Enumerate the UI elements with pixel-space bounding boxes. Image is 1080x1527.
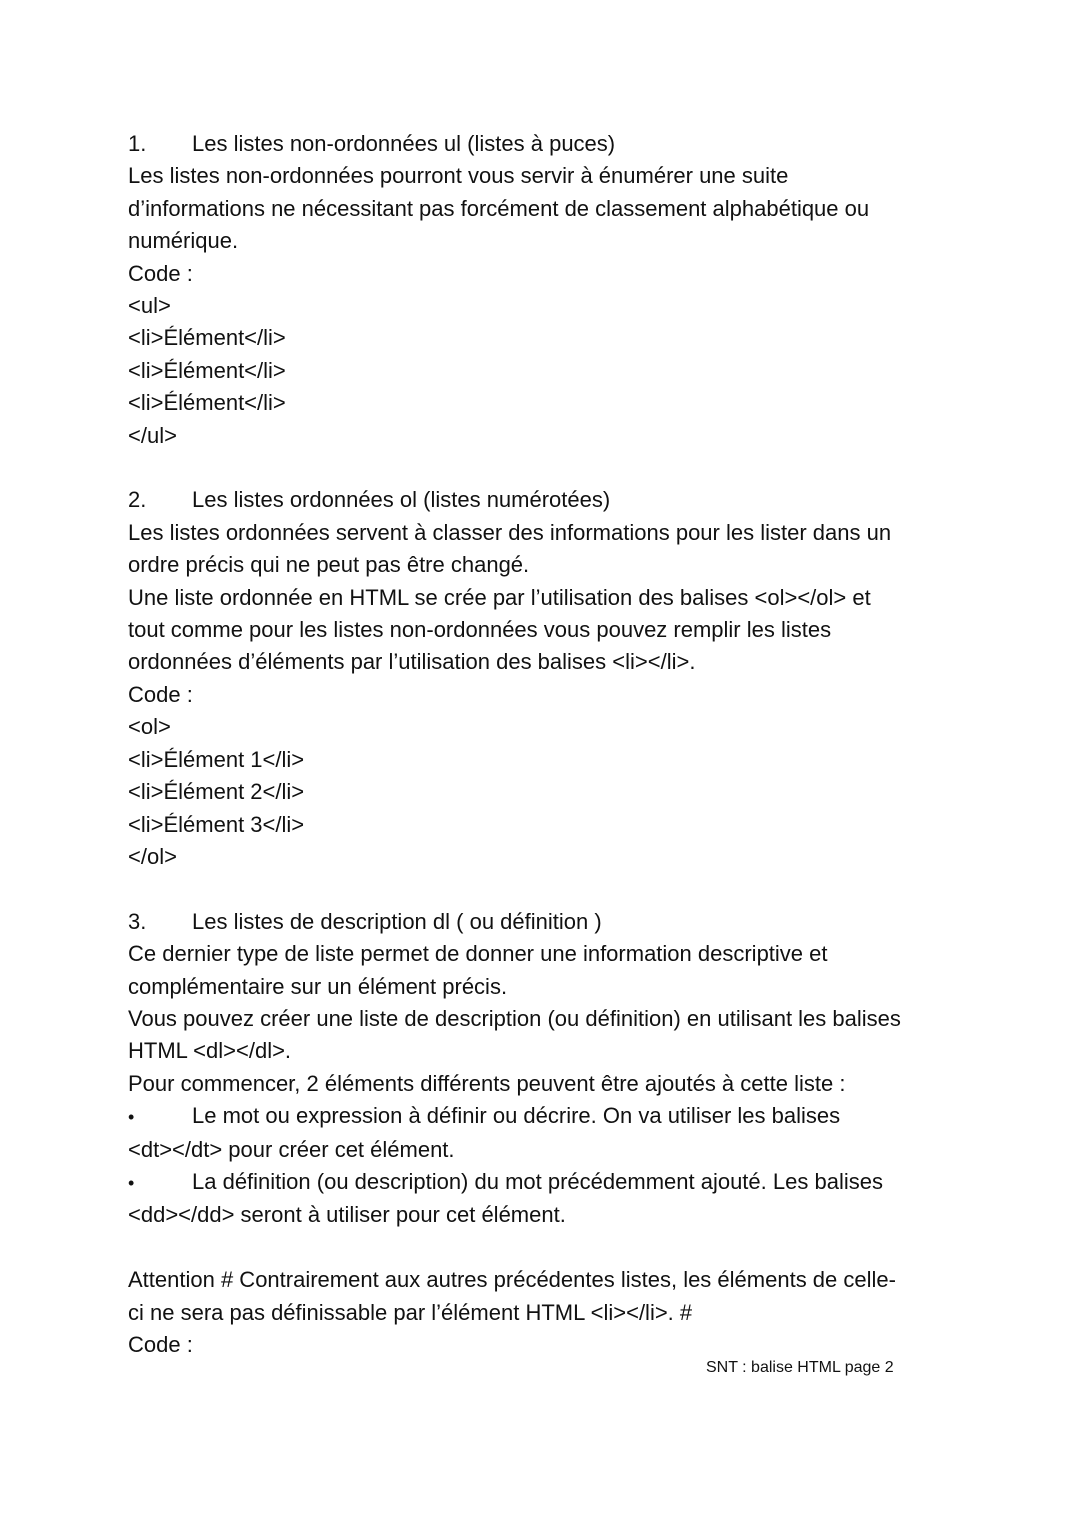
bullet-item <box>128 1100 958 1133</box>
section3-paragraph-line: complémentaire sur un élément précis. <box>128 973 508 999</box>
page-footer: SNT : balise HTML page 2 <box>706 1359 894 1376</box>
spacer <box>128 452 958 484</box>
section1-code-label: Code : <box>128 260 193 286</box>
section1-paragraph-line: d’informations ne nécessitant pas forcément de classement alphabétique ou <box>128 195 870 221</box>
code-line: <li>Élément</li> <box>128 357 286 383</box>
attention-note-line: ci ne sera pas définissable par l’élément HTML <li></li>. # <box>128 1299 693 1325</box>
section3-paragraph-line: Vous pouvez créer une liste de description (ou définition) en utilisant les balises <box>128 1005 901 1031</box>
section2-code-label: Code : <box>128 681 193 707</box>
section3-title: Les listes de description dl ( ou définition ) <box>192 908 602 934</box>
document-body <box>128 128 958 1361</box>
spacer <box>128 873 958 905</box>
section2-paragraph-line: Une liste ordonnée en HTML se crée par l’utilisation des balises <ol></ol> et <box>128 584 871 610</box>
code-line: </ul> <box>128 422 177 448</box>
section3-paragraph-line: Ce dernier type de liste permet de donner une information descriptive et <box>128 941 828 967</box>
code-line: <li>Élément 2</li> <box>128 779 305 805</box>
section2-paragraph-line: tout comme pour les listes non-ordonnées vous pouvez remplir les listes <box>128 617 832 643</box>
bullet-text: Le mot ou expression à définir ou décrire. On va utiliser les balises <box>192 1103 841 1129</box>
section3-paragraph-line: HTML <dl></dl>. <box>128 1038 292 1064</box>
section2-number: 2. <box>128 487 147 513</box>
code-line: <li>Élément</li> <box>128 390 286 416</box>
bullet-item <box>128 1166 958 1199</box>
spacer <box>128 1232 958 1264</box>
bullet-continuation: <dt></dt> pour créer cet élément. <box>128 1136 455 1162</box>
code-line: <ul> <box>128 293 171 319</box>
section3-code-label: Code : <box>128 1331 193 1357</box>
bullet-continuation: <dd></dd> seront à utiliser pour cet élément. <box>128 1202 566 1228</box>
section1-paragraph-line: Les listes non-ordonnées pourront vous servir à énumérer une suite <box>128 163 789 189</box>
section1-heading <box>128 128 958 160</box>
code-line: <ol> <box>128 714 171 740</box>
section3-number: 3. <box>128 908 147 934</box>
code-line: <li>Élément</li> <box>128 325 286 351</box>
bullet-icon: • <box>128 1172 135 1193</box>
section2-paragraph-line: ordonnées d’éléments par l’utilisation des balises <li></li>. <box>128 649 696 675</box>
section3-heading <box>128 906 958 938</box>
attention-note-line: Attention # Contrairement aux autres précédentes listes, les éléments de celle- <box>128 1267 896 1293</box>
section1-number: 1. <box>128 131 147 156</box>
section1-paragraph-line: numérique. <box>128 228 239 254</box>
code-line: <li>Élément 1</li> <box>128 746 305 772</box>
section1-title: Les listes non-ordonnées ul (listes à puces) <box>192 131 616 156</box>
section2-paragraph-line: Les listes ordonnées servent à classer des informations pour les lister dans un <box>128 519 892 545</box>
bullet-icon: • <box>128 1107 135 1128</box>
section3-paragraph-line: Pour commencer, 2 éléments différents peuvent être ajoutés à cette liste : <box>128 1070 846 1096</box>
code-line: <li>Élément 3</li> <box>128 811 305 837</box>
bullet-text: La définition (ou description) du mot précédemment ajouté. Les balises <box>192 1168 883 1194</box>
section2-paragraph-line: ordre précis qui ne peut pas être changé. <box>128 552 530 578</box>
section2-heading <box>128 484 958 516</box>
section2-title: Les listes ordonnées ol (listes numérotées) <box>192 487 611 513</box>
code-line: </ol> <box>128 843 177 869</box>
